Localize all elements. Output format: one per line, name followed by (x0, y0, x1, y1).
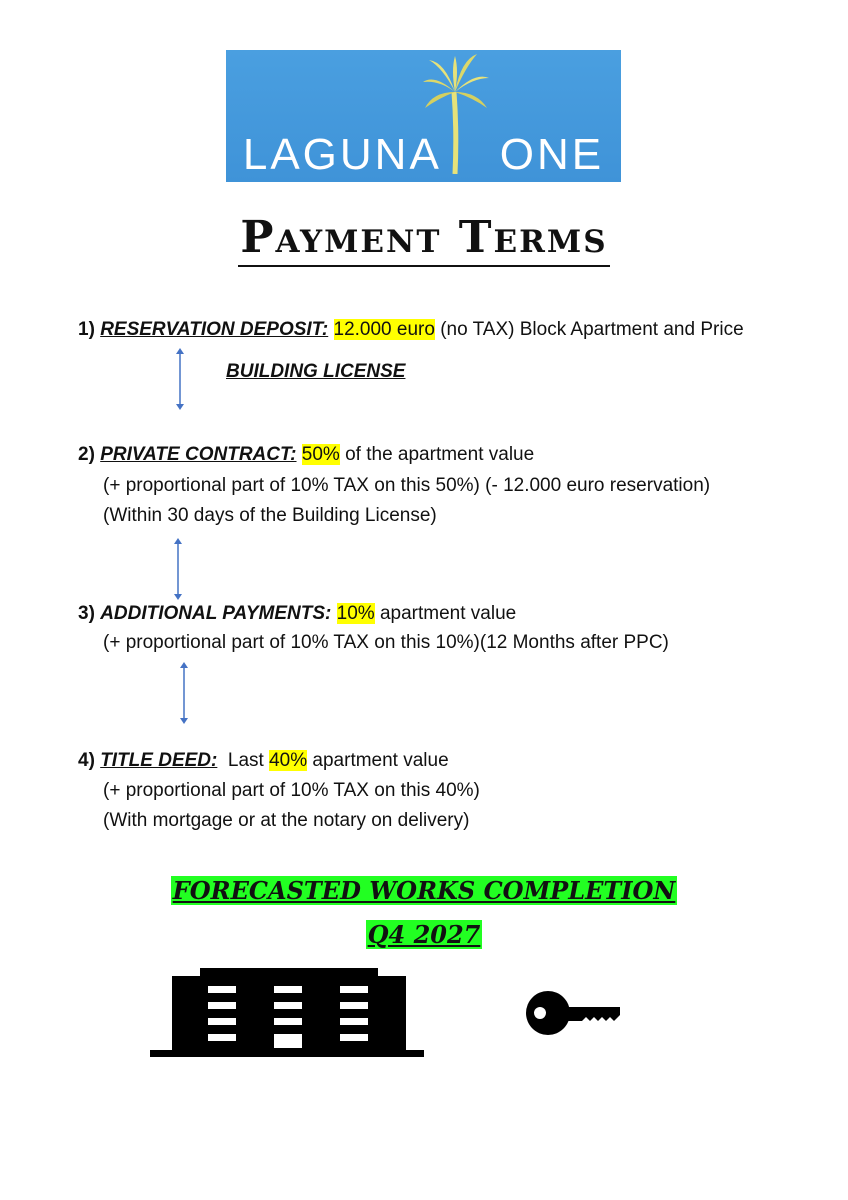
double-arrow-icon (170, 536, 186, 602)
step-1 (78, 318, 744, 342)
step-heading: ADDITIONAL PAYMENTS: (100, 603, 332, 624)
step-4 (78, 749, 449, 773)
forecast-date: Q4 2027 (367, 920, 481, 949)
step-highlight-value: 40% (269, 750, 308, 771)
step-heading: PRIVATE CONTRACT: (100, 444, 297, 465)
step-heading: TITLE DEED: (100, 750, 218, 771)
step-2 (78, 443, 534, 467)
milestone-label: BUILDING LICENSE (226, 361, 406, 382)
step-prefix: Last (217, 750, 270, 771)
step-detail: (With mortgage or at the notary on delivery) (103, 810, 470, 831)
double-arrow-icon (176, 660, 192, 726)
step-highlight-value: 12.000 euro (333, 319, 435, 340)
step-3 (78, 602, 516, 626)
step-detail: (+ proportional part of 10% TAX on this 10%)(12 Months after PPC) (103, 632, 669, 653)
step-heading: RESERVATION DEPOSIT: (100, 319, 329, 340)
logo-word-one: ONE (499, 130, 605, 179)
step-detail: (+ proportional part of 10% TAX on this 50%) (- 12.000 euro reservation) (103, 475, 711, 496)
step-number: 2) (78, 444, 95, 465)
step-text: apartment value (307, 750, 449, 771)
step-text: apartment value (374, 603, 517, 624)
step-text: of the apartment value (339, 444, 535, 465)
key-icon (524, 988, 624, 1038)
step-detail: (+ proportional part of 10% TAX on this 40%) (103, 780, 480, 801)
step-highlight-value: 50% (301, 444, 340, 465)
step-number: 1) (78, 319, 95, 340)
step-number: 3) (78, 603, 95, 624)
step-highlight-value: 10% (336, 603, 375, 624)
step-number: 4) (78, 750, 95, 771)
laguna-one-logo (226, 50, 621, 182)
double-arrow-icon (172, 346, 188, 412)
step-detail: (Within 30 days of the Building License) (103, 505, 437, 526)
forecast-heading: FORECASTED WORKS COMPLETION (172, 876, 676, 905)
building-icon (150, 966, 426, 1058)
step-text: (no TAX) Block Apartment and Price (434, 319, 744, 340)
logo-word-laguna: LAGUNA (242, 130, 442, 179)
page-title: Payment Terms (0, 212, 848, 263)
